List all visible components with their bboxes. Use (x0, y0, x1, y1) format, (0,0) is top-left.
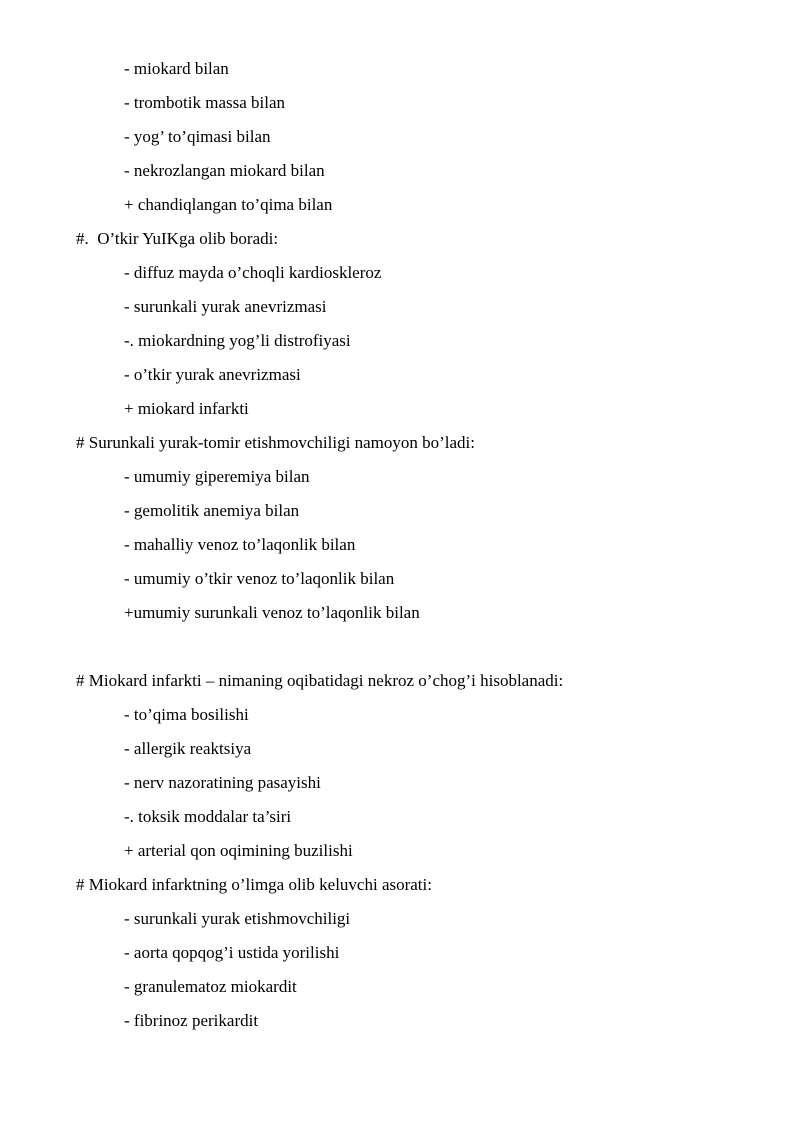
correct-answer-option: + miokard infarkti (124, 399, 249, 418)
answer-option: - nerv nazoratining pasayishi (124, 773, 321, 792)
answer-option: - diffuz mayda o’choqli kardioskleroz (124, 263, 382, 282)
correct-answer-option: +umumiy surunkali venoz to’laqonlik bilan (124, 603, 420, 622)
answer-option: - yog’ to’qimasi bilan (124, 127, 271, 146)
answer-option: -. miokardning yog’li distrofiyasi (124, 331, 351, 350)
answer-option: - umumiy giperemiya bilan (124, 467, 310, 486)
answer-option: - to’qima bosilishi (124, 705, 249, 724)
answer-option: - miokard bilan (124, 59, 229, 78)
answer-option: - o’tkir yurak anevrizmasi (124, 365, 301, 384)
answer-option: - granulematoz miokardit (124, 977, 297, 996)
question-heading: #. O’tkir YuIKga olib boradi: (76, 229, 279, 248)
answer-option: -. toksik moddalar ta’siri (124, 807, 292, 826)
answer-option: - nekrozlangan miokard bilan (124, 161, 325, 180)
answer-option: - mahalliy venoz to’laqonlik bilan (124, 535, 356, 554)
answer-option: - aorta qopqog’i ustida yorilishi (124, 943, 340, 962)
question-heading: # Surunkali yurak-tomir etishmovchiligi namoyon bo’ladi: (76, 433, 475, 452)
question-heading: # Miokard infarktning o’limga olib keluvchi asorati: (76, 875, 432, 894)
answer-option: - trombotik massa bilan (124, 93, 286, 112)
answer-option: - umumiy o’tkir venoz to’laqonlik bilan (124, 569, 395, 588)
answer-option: - surunkali yurak anevrizmasi (124, 297, 327, 316)
answer-option: - gemolitik anemiya bilan (124, 501, 300, 520)
correct-answer-option: + arterial qon oqimining buzilishi (124, 841, 353, 860)
correct-answer-option: + chandiqlangan to’qima bilan (124, 195, 333, 214)
answer-option: - surunkali yurak etishmovchiligi (124, 909, 351, 928)
question-heading: # Miokard infarkti – nimaning oqibatidagi nekroz o’chog’i hisoblanadi: (76, 671, 564, 690)
answer-option: - allergik reaktsiya (124, 739, 252, 758)
answer-option: - fibrinoz perikardit (124, 1011, 259, 1030)
